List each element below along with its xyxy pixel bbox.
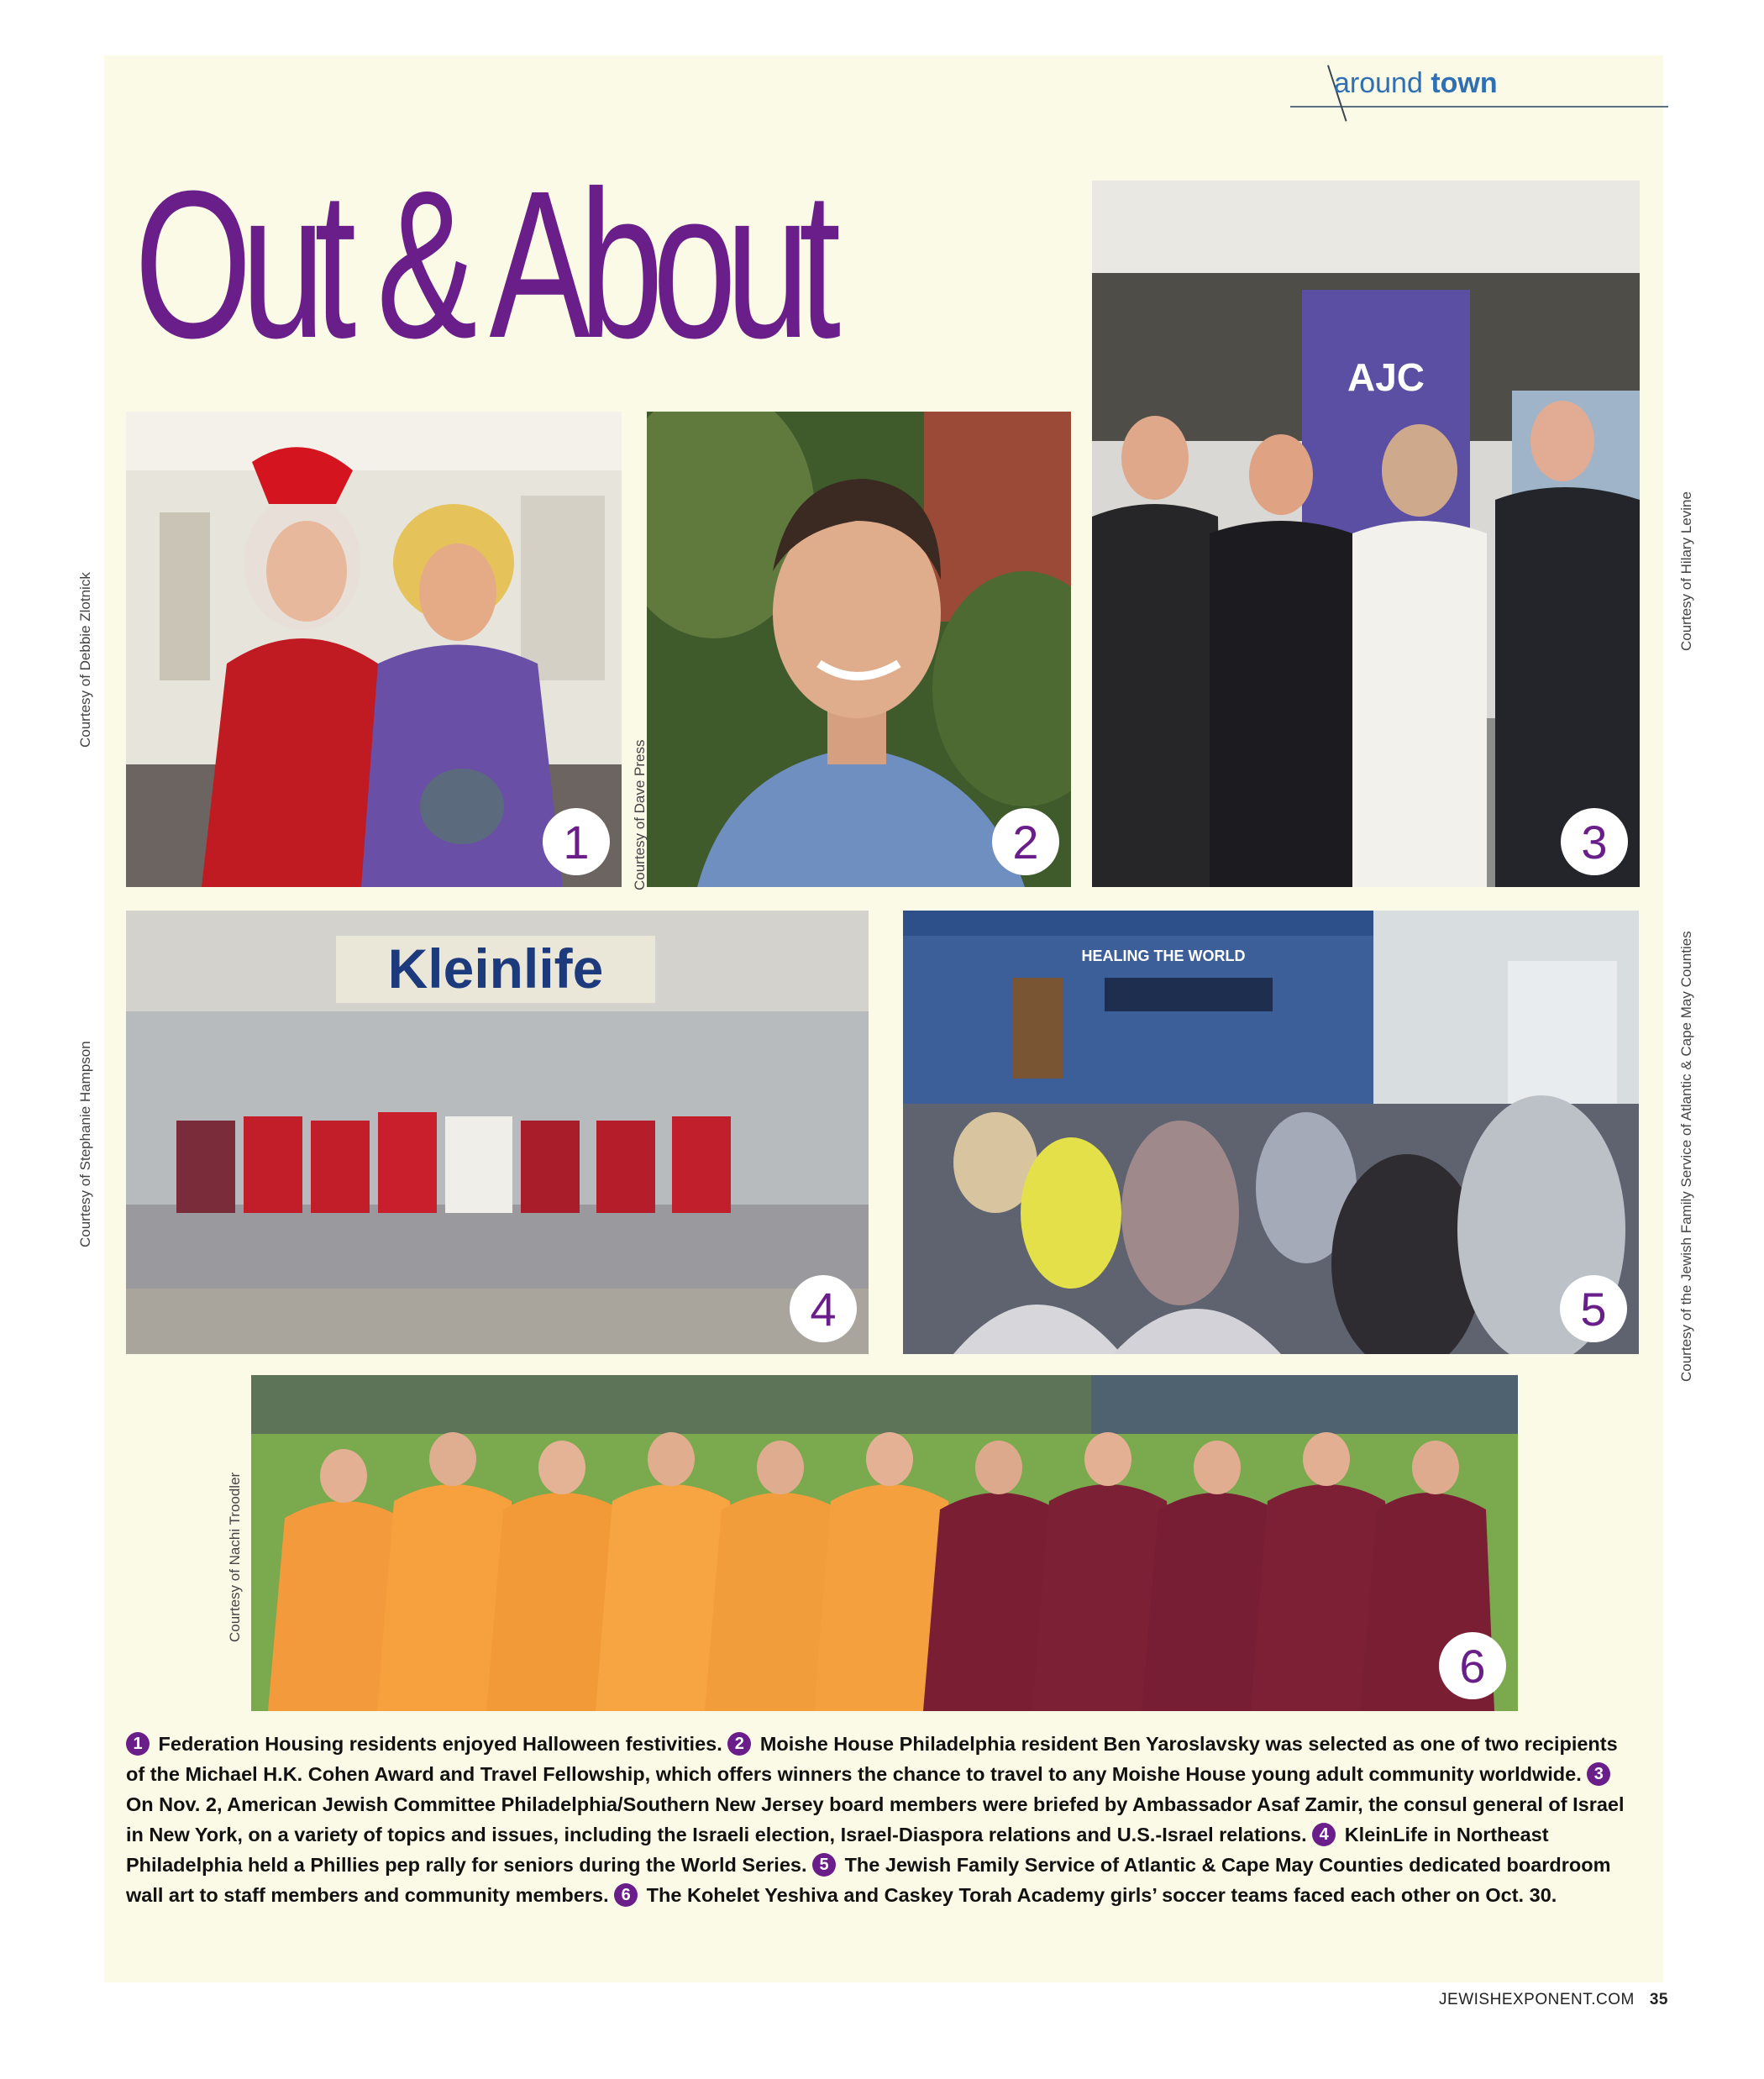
- caption-text: The Kohelet Yeshiva and Caskey Torah Academy girls’ soccer teams faced each other on Oct. 30.: [646, 1884, 1557, 1906]
- photo-number-badge: 1: [543, 808, 610, 875]
- photo-3-credit: Courtesy of Hilary Levine: [1678, 491, 1694, 651]
- healing-world-text: HEALING THE WORLD: [1081, 948, 1246, 964]
- photo-4-credit: Courtesy of Stephanie Hampson: [77, 1041, 93, 1247]
- caption-number: 5: [812, 1853, 836, 1877]
- photo-5-credit: Courtesy of the Jewish Family Service of Atlantic & Cape May Counties: [1678, 931, 1694, 1382]
- photo-number-badge: 5: [1560, 1275, 1627, 1342]
- photo-2-credit: Courtesy of Dave Press: [632, 739, 648, 890]
- caption-text: The Jewish Family Service of Atlantic & Cape May Counties dedicated boardroom wall art to staff members and community members.: [126, 1854, 1611, 1906]
- photo-6-credit: Courtesy of Nachi Troodler: [227, 1472, 243, 1642]
- photo-number-badge: 4: [790, 1275, 857, 1342]
- page-headline: Out & About: [134, 147, 831, 381]
- section-tag: [1290, 64, 1668, 108]
- ajc-banner-text: AJC: [1347, 355, 1425, 399]
- photo-captions: [126, 1729, 1638, 1910]
- photo-4: [126, 911, 869, 1354]
- caption-number: 2: [727, 1732, 751, 1756]
- caption-number: 3: [1587, 1762, 1610, 1786]
- page-number: 35: [1649, 1991, 1668, 2008]
- caption-text: Federation Housing residents enjoyed Halloween festivities.: [158, 1733, 722, 1755]
- photo-6: [251, 1375, 1518, 1711]
- caption-number: 6: [614, 1883, 638, 1907]
- caption-number: 4: [1312, 1823, 1336, 1846]
- section-label: around town: [1334, 67, 1498, 99]
- page-footer: [1439, 1991, 1668, 2009]
- photo-3: [1092, 181, 1640, 887]
- photo-number-badge: 2: [992, 808, 1059, 875]
- photo-number-badge: 3: [1561, 808, 1628, 875]
- photo-1: [126, 412, 622, 887]
- photo-5: [903, 911, 1639, 1354]
- caption-text: KleinLife in Northeast Philadelphia held a Phillies pep rally for seniors during the World Series.: [126, 1824, 1549, 1876]
- kleinlife-sign-text: Kleinlife: [387, 937, 604, 1000]
- footer-site: JEWISHEXPONENT.COM: [1439, 1991, 1635, 2008]
- caption-number: 1: [126, 1732, 150, 1756]
- photo-2: [647, 412, 1071, 887]
- photo-1-credit: Courtesy of Debbie Zlotnick: [77, 572, 93, 748]
- caption-text: On Nov. 2, American Jewish Committee Philadelphia/Southern New Jersey board members were briefed by Ambassador Asaf Zamir, the consul general of Israel in New York, on a variety of topics and issues, including the Israeli election, Israel-Diaspora relations and U.S.-Israel relations.: [126, 1793, 1625, 1845]
- caption-text: Moishe House Philadelphia resident Ben Yaroslavsky was selected as one of two recipients of the Michael H.K. Cohen Award and Travel Fellowship, which offers winners the chance to travel to any Moishe House young adult community worldwide.: [126, 1733, 1618, 1785]
- photo-number-badge: 6: [1439, 1632, 1506, 1699]
